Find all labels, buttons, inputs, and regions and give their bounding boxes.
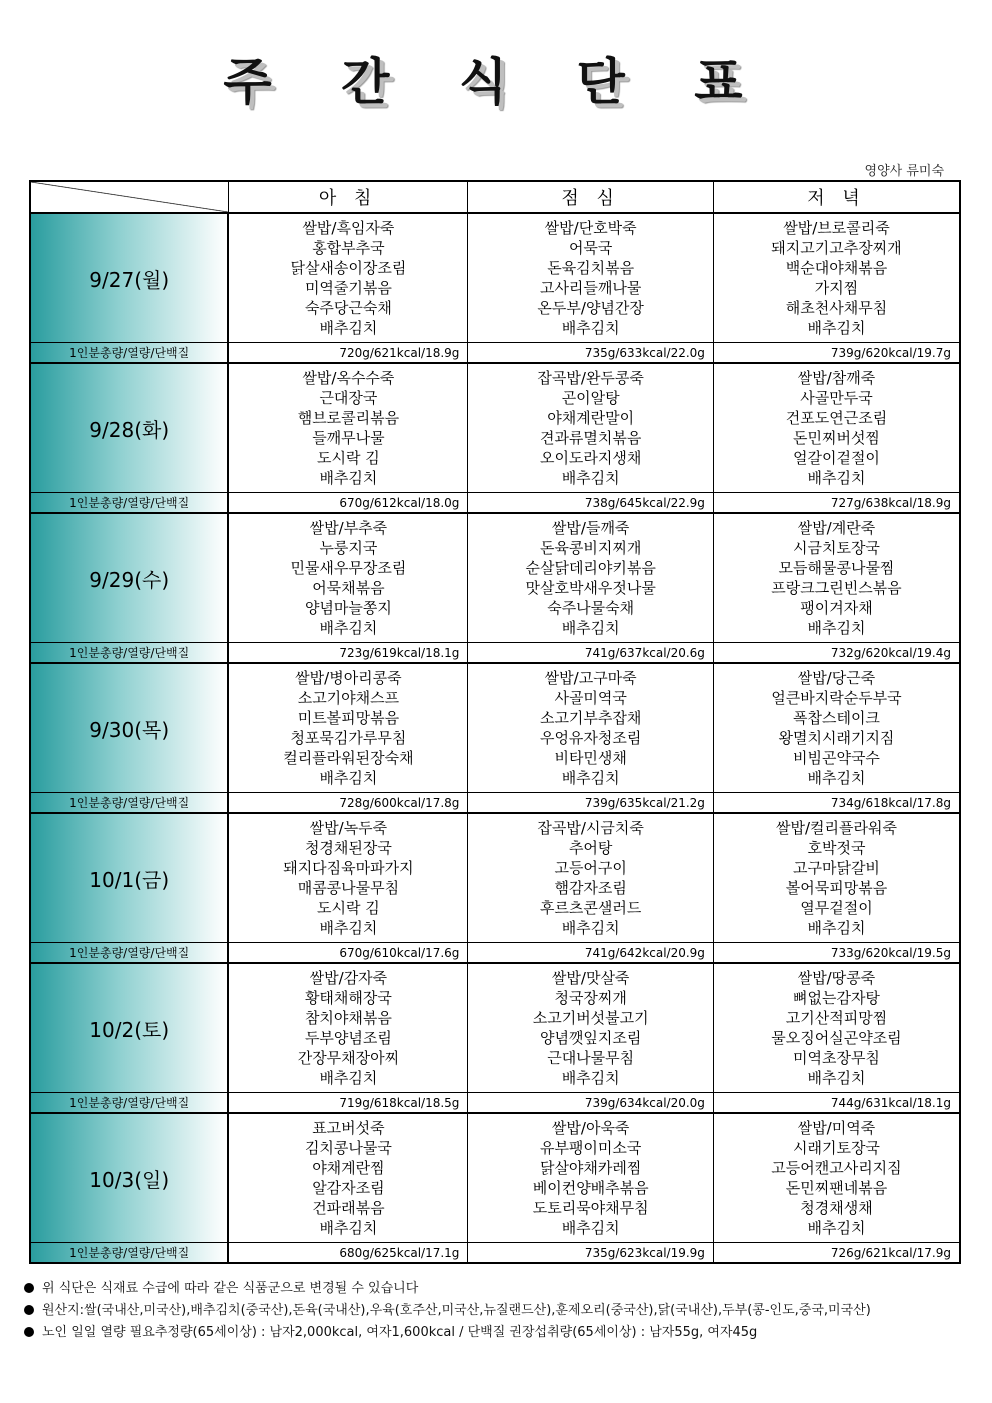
menu-item: 배추김치: [807, 1219, 866, 1237]
menu-item: 두부양념조림: [304, 1029, 392, 1047]
menu-item: 야채계란말이: [547, 409, 635, 427]
breakfast-total: 723g/619kcal/18.1g: [228, 643, 468, 664]
summary-row: [30, 1093, 960, 1114]
lunch-header: 점 심: [468, 181, 714, 213]
lunch-cell: [468, 213, 714, 343]
menu-item: 배추김치: [807, 619, 866, 637]
breakfast-cell: [228, 213, 468, 343]
dinner-header: 저 녁: [713, 181, 960, 213]
summary-label: 1인분총량/열량/단백질: [30, 343, 228, 364]
menu-item: 돈육콩비지찌개: [539, 539, 642, 557]
menu-item: 비타민생채: [554, 749, 627, 767]
dinner-total: 733g/620kcal/19.5g: [713, 943, 960, 964]
menu-item: 팽이겨자채: [800, 599, 873, 617]
menu-body: [30, 213, 960, 1263]
weekly-menu-table: [29, 180, 961, 1264]
lunch-total: 741g/637kcal/20.6g: [468, 643, 714, 664]
dinner-cell: [713, 813, 960, 943]
menu-item: 쌀밥/땅콩죽: [797, 969, 876, 987]
menu-item: 소고기버섯불고기: [532, 1009, 649, 1027]
lunch-cell: [468, 963, 714, 1093]
dinner-total: 734g/618kcal/17.8g: [713, 793, 960, 814]
menu-item: 왕멸치시래기지짐: [778, 729, 895, 747]
menu-item: 곤이알탕: [561, 389, 620, 407]
summary-row: [30, 1243, 960, 1264]
menu-item: 열무겉절이: [800, 899, 873, 917]
menu-item: 야채계란찜: [312, 1159, 385, 1177]
menu-item: 쌀밥/흑임자죽: [302, 219, 395, 237]
menu-item: 우엉유자청조림: [539, 729, 642, 747]
menu-item: 배추김치: [561, 1069, 620, 1087]
lunch-cell: [468, 363, 714, 493]
menu-item: 배추김치: [807, 919, 866, 937]
day-date: 10/2(토): [30, 963, 228, 1093]
breakfast-cell: [228, 663, 468, 793]
breakfast-total: 670g/610kcal/17.6g: [228, 943, 468, 964]
menu-item: 얼갈이겉절이: [792, 449, 880, 467]
menu-item: 청국장찌개: [554, 989, 627, 1007]
menu-item: 뼈없는감자탕: [792, 989, 880, 1007]
dinner-total: 739g/620kcal/19.7g: [713, 343, 960, 364]
menu-item: 간장무채장아찌: [297, 1049, 400, 1067]
dinner-total: 727g/638kcal/18.9g: [713, 493, 960, 514]
menu-item: 미역초장무침: [792, 1049, 880, 1067]
menu-item: 배추김치: [561, 319, 620, 337]
summary-label: 1인분총량/열량/단백질: [30, 643, 228, 664]
notes: [24, 1278, 974, 1344]
summary-label: 1인분총량/열량/단백질: [30, 1243, 228, 1264]
menu-item: 돈육김치볶음: [547, 259, 635, 277]
menu-item: 닭살새송이장조림: [290, 259, 407, 277]
menu-item: 배추김치: [807, 769, 866, 787]
day-row: [30, 663, 960, 793]
menu-item: 배추김치: [807, 469, 866, 487]
menu-item: 쌀밥/미역죽: [797, 1119, 876, 1137]
menu-item: 매콤콩나물무침: [297, 879, 400, 897]
menu-item: 오이도라지생채: [539, 449, 642, 467]
bullet-icon: [24, 1327, 34, 1337]
dinner-cell: [713, 513, 960, 643]
menu-item: 청경채된장국: [304, 839, 392, 857]
summary-label: 1인분총량/열량/단백질: [30, 1093, 228, 1114]
lunch-cell: [468, 1113, 714, 1243]
menu-item: 돈민찌팬네볶음: [785, 1179, 888, 1197]
day-row: [30, 363, 960, 493]
menu-item: 쌀밥/참깨죽: [797, 369, 876, 387]
menu-item: 배추김치: [319, 319, 378, 337]
menu-item: 햄감자조림: [554, 879, 627, 897]
summary-row: [30, 943, 960, 964]
page-title: 주 간 식 단 표: [223, 53, 769, 111]
menu-item: 고구마닭갈비: [792, 859, 880, 877]
menu-item: 쌀밥/들깨죽: [551, 519, 630, 537]
day-row: [30, 513, 960, 643]
header-row: [30, 181, 960, 213]
menu-item: 배추김치: [561, 919, 620, 937]
menu-item: 배추김치: [319, 769, 378, 787]
summary-row: [30, 343, 960, 364]
summary-row: [30, 493, 960, 514]
menu-item: 프랑크그린빈스볶음: [771, 579, 902, 597]
menu-item: 온두부/양념간장: [537, 299, 644, 317]
dinner-cell: [713, 663, 960, 793]
menu-item: 쌀밥/옥수수죽: [302, 369, 395, 387]
day-date: 9/29(수): [30, 513, 228, 643]
menu-item: 소고기부추잡채: [539, 709, 642, 727]
menu-item: 쌀밥/컬리플라워죽: [775, 819, 897, 837]
breakfast-cell: [228, 813, 468, 943]
menu-item: 배추김치: [807, 319, 866, 337]
summary-row: [30, 793, 960, 814]
menu-item: 미역줄기볶음: [304, 279, 392, 297]
day-row: [30, 213, 960, 343]
lunch-total: 741g/642kcal/20.9g: [468, 943, 714, 964]
menu-item: 도토리묵야채무침: [532, 1199, 649, 1217]
menu-item: 시래기토장국: [792, 1139, 880, 1157]
menu-item: 물오징어실곤약조림: [771, 1029, 902, 1047]
menu-item: 근대나물무침: [547, 1049, 635, 1067]
menu-item: 가지찜: [814, 279, 859, 297]
menu-item: 어묵국: [568, 239, 613, 257]
menu-item: 백순대야채볶음: [785, 259, 888, 277]
lunch-total: 738g/645kcal/22.9g: [468, 493, 714, 514]
menu-item: 배추김치: [561, 769, 620, 787]
menu-item: 얼큰바지락순두부국: [771, 689, 902, 707]
menu-item: 돈민찌버섯찜: [792, 429, 880, 447]
note-substitution: [24, 1278, 974, 1300]
menu-item: 배추김치: [561, 1219, 620, 1237]
menu-item: 배추김치: [561, 469, 620, 487]
day-date: 10/1(금): [30, 813, 228, 943]
menu-item: 민물새우무장조림: [290, 559, 407, 577]
menu-item: 쌀밥/병아리콩죽: [295, 669, 402, 687]
menu-item: 도시락 김: [317, 899, 380, 917]
menu-item: 건파래볶음: [312, 1199, 385, 1217]
breakfast-total: 728g/600kcal/17.8g: [228, 793, 468, 814]
menu-item: 햄브로콜리볶음: [297, 409, 400, 427]
menu-item: 쌀밥/계란죽: [797, 519, 876, 537]
menu-item: 고등어구이: [554, 859, 627, 877]
menu-item: 호박젓국: [807, 839, 866, 857]
menu-item: 베이컨양배추볶음: [532, 1179, 649, 1197]
summary-label: 1인분총량/열량/단백질: [30, 943, 228, 964]
menu-item: 돼지다짐육마파가지: [283, 859, 414, 877]
dinner-total: 726g/621kcal/17.9g: [713, 1243, 960, 1264]
breakfast-header: 아 침: [228, 181, 468, 213]
menu-item: 비빔곤약국수: [792, 749, 880, 767]
menu-item: 김치콩나물국: [304, 1139, 392, 1157]
menu-item: 홍합부추국: [312, 239, 385, 257]
lunch-total: 739g/635kcal/21.2g: [468, 793, 714, 814]
menu-item: 알감자조림: [312, 1179, 385, 1197]
menu-item: 고기산적피망찜: [785, 1009, 888, 1027]
menu-item: 어묵채볶음: [312, 579, 385, 597]
menu-item: 유부팽이미소국: [539, 1139, 642, 1157]
menu-item: 들깨무나물: [312, 429, 385, 447]
menu-item: 누룽지국: [319, 539, 378, 557]
menu-item: 추어탕: [568, 839, 613, 857]
lunch-total: 735g/633kcal/22.0g: [468, 343, 714, 364]
lunch-cell: [468, 663, 714, 793]
lunch-total: 739g/634kcal/20.0g: [468, 1093, 714, 1114]
menu-item: 청경채생채: [800, 1199, 873, 1217]
menu-item: 컬리플라워된장숙채: [283, 749, 414, 767]
menu-item: 모듬해물콩나물찜: [778, 559, 895, 577]
menu-item: 잡곡밥/완두콩죽: [537, 369, 644, 387]
note-nutrition: [24, 1322, 974, 1344]
day-date: 9/28(화): [30, 363, 228, 493]
menu-item: 시금치토장국: [792, 539, 880, 557]
menu-item: 돼지고기고추장찌개: [771, 239, 902, 257]
menu-item: 양념마늘쫑지: [304, 599, 392, 617]
summary-row: [30, 643, 960, 664]
menu-item: 배추김치: [319, 1219, 378, 1237]
menu-item: 청포묵김가루무침: [290, 729, 407, 747]
note-text: 노인 일일 열량 필요추정량(65세이상) : 남자2,000kcal, 여자1,600kcal / 단백질 권장섭취량(65세이상) : 남자55g, 여자45g: [42, 1325, 758, 1340]
breakfast-total: 680g/625kcal/17.1g: [228, 1243, 468, 1264]
dinner-cell: [713, 363, 960, 493]
menu-item: 쌀밥/맛살죽: [551, 969, 630, 987]
day-date: 9/30(목): [30, 663, 228, 793]
menu-item: 건포도연근조림: [785, 409, 888, 427]
menu-item: 미트볼피망볶음: [297, 709, 400, 727]
menu-item: 쌀밥/녹두죽: [309, 819, 388, 837]
menu-item: 배추김치: [561, 619, 620, 637]
day-row: [30, 963, 960, 1093]
bullet-icon: [24, 1305, 34, 1315]
nutritionist-name: 영양사 류미숙: [864, 164, 944, 179]
dinner-cell: [713, 963, 960, 1093]
menu-item: 숙주나물숙채: [547, 599, 635, 617]
breakfast-total: 720g/621kcal/18.9g: [228, 343, 468, 364]
menu-item: 볼어묵피망볶음: [785, 879, 888, 897]
dinner-total: 744g/631kcal/18.1g: [713, 1093, 960, 1114]
menu-item: 쌀밥/부추죽: [309, 519, 388, 537]
menu-item: 배추김치: [319, 619, 378, 637]
menu-item: 도시락 김: [317, 449, 380, 467]
breakfast-total: 719g/618kcal/18.5g: [228, 1093, 468, 1114]
menu-item: 숙주당근숙채: [304, 299, 392, 317]
breakfast-cell: [228, 513, 468, 643]
day-date: 9/27(월): [30, 213, 228, 343]
menu-item: 소고기야채스프: [297, 689, 400, 707]
lunch-total: 735g/623kcal/19.9g: [468, 1243, 714, 1264]
breakfast-cell: [228, 963, 468, 1093]
breakfast-cell: [228, 363, 468, 493]
summary-label: 1인분총량/열량/단백질: [30, 493, 228, 514]
menu-item: 사골미역국: [554, 689, 627, 707]
dinner-cell: [713, 1113, 960, 1243]
menu-item: 양념깻잎지조림: [539, 1029, 642, 1047]
bullet-icon: [24, 1283, 34, 1293]
menu-item: 표고버섯죽: [312, 1119, 385, 1137]
corner-cell: [30, 181, 228, 213]
menu-item: 쌀밥/당근죽: [797, 669, 876, 687]
menu-item: 배추김치: [319, 1069, 378, 1087]
breakfast-cell: [228, 1113, 468, 1243]
menu-item: 참치야채볶음: [304, 1009, 392, 1027]
note-origin: [24, 1300, 974, 1322]
dinner-total: 732g/620kcal/19.4g: [713, 643, 960, 664]
menu-item: 후르츠콘샐러드: [539, 899, 642, 917]
breakfast-total: 670g/612kcal/18.0g: [228, 493, 468, 514]
menu-item: 폭찹스테이크: [792, 709, 880, 727]
note-text: 원산지:쌀(국내산,미국산),배추김치(중국산),돈육(국내산),우육(호주산,미국산,뉴질랜드산),훈제오리(중국산),닭(국내산),두부(콩-인도,중국,미국산): [42, 1303, 871, 1318]
menu-item: 순살닭데리야키볶음: [525, 559, 656, 577]
menu-item: 잡곡밥/시금치죽: [537, 819, 644, 837]
summary-label: 1인분총량/열량/단백질: [30, 793, 228, 814]
menu-item: 배추김치: [807, 1069, 866, 1087]
lunch-cell: [468, 813, 714, 943]
menu-item: 배추김치: [319, 469, 378, 487]
menu-item: 쌀밥/브로콜리죽: [783, 219, 890, 237]
menu-item: 쌀밥/아욱죽: [551, 1119, 630, 1137]
menu-item: 고사리들깨나물: [539, 279, 642, 297]
menu-item: 쌀밥/고구마죽: [544, 669, 637, 687]
menu-item: 쌀밥/단호박죽: [544, 219, 637, 237]
menu-item: 쌀밥/감자죽: [309, 969, 388, 987]
menu-item: 맛살호박새우젓나물: [525, 579, 656, 597]
menu-item: 고등어캔고사리지짐: [771, 1159, 902, 1177]
day-row: [30, 1113, 960, 1243]
note-text: 위 식단은 식재료 수급에 따라 같은 식품군으로 변경될 수 있습니다: [42, 1281, 419, 1296]
lunch-cell: [468, 513, 714, 643]
menu-item: 황태채해장국: [304, 989, 392, 1007]
menu-item: 사골만두국: [800, 389, 873, 407]
menu-item: 닭살야채카레찜: [539, 1159, 642, 1177]
day-date: 10/3(일): [30, 1113, 228, 1243]
menu-item: 견과류멸치볶음: [539, 429, 642, 447]
day-row: [30, 813, 960, 943]
menu-item: 배추김치: [319, 919, 378, 937]
dinner-cell: [713, 213, 960, 343]
menu-item: 해초천사채무침: [785, 299, 888, 317]
menu-item: 근대장국: [319, 389, 378, 407]
